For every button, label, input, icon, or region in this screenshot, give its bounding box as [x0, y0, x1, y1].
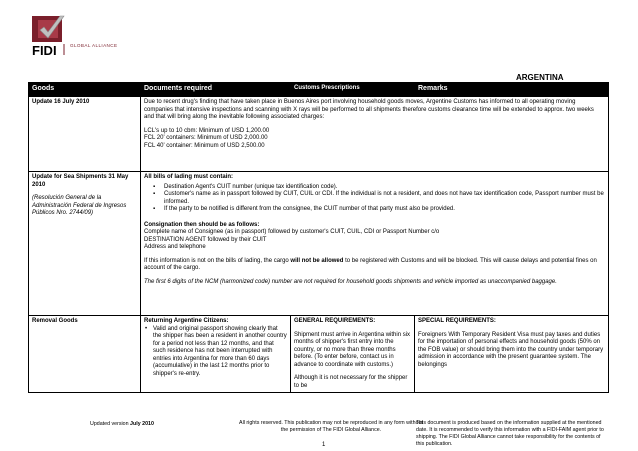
- row-content-sea-shipments: [141, 172, 609, 316]
- footer-rights: All rights reserved. This publication may not be reproduced in any form without the permission of The FIDI Global Alliance.: [239, 420, 423, 433]
- header-remarks: Remarks: [415, 83, 609, 97]
- row-content-update-july: [141, 97, 609, 172]
- list-item: • Valid and original passport showing clearly that the shipper has been a resident in another country for a period not less than 12 months, and that such residence has not been interrupted with entries into Argentina for more than 60 days (accumulative) in the last 12 months prior to shipper's re-entry.: [153, 326, 287, 379]
- special-requirements-text: Foreigners With Temporary Resident Visa must pay taxes and duties for the importation of personal effects and household goods (50% on the FOB value) or should bring them into the country under temporary admission in accordance with the present guarantee system. The belongings: [418, 331, 604, 368]
- charge-line: FCL 20' containers: Minimum of USD 2,000.00: [144, 135, 268, 141]
- footer-updated-date: July 2010: [130, 421, 154, 427]
- special-requirements-cell: [415, 316, 609, 393]
- sea-shipments-resolution: (Resolución General de la Administración Federal de Ingresos Públicos Nro. 2744/09): [32, 195, 127, 216]
- footer-disclaimer: This document is produced based on the information supplied at the mentioned date. It is recommended to verify this information with a FIDI-FAIM agent prior to shipping. The FIDI Global Alliance cannot take responsibility for the contents of this publication.: [416, 420, 604, 447]
- logo-tagline: GLOBAL ALLIANCE: [70, 43, 118, 48]
- consignation-line: Address and telephone: [144, 244, 206, 250]
- ncm-note: The first 6 digits of the NCM (harmonized code) number are not required for household goods shipments and vehicle imported as unaccompanied baggage.: [144, 278, 557, 285]
- row-label-update-july: Update 16 July 2010: [29, 97, 141, 172]
- general-requirements-text-2: Although it is not necessary for the shipper to be: [294, 375, 408, 389]
- returning-citizens-heading: Returning Argentine Citizens:: [144, 318, 229, 324]
- country-title: ARGENTINA: [516, 73, 564, 82]
- consignation-line: Complete name of Consignee (as in passport) followed by customer's CUIT, CUIL, CDI or Passport Number c/o: [144, 229, 440, 235]
- consignation-heading: Consignation then should be as follows:: [144, 221, 260, 228]
- list-item: ▪ If the party to be notified is different from the consignee, the CUIT number of that party must also be provided.: [164, 206, 605, 214]
- general-requirements-heading: GENERAL REQUIREMENTS:: [294, 318, 376, 324]
- fidi-logo: [30, 14, 180, 56]
- warning-post: to be registered with Customs and will be blocked. This will cause delays and potential fines on account of the cargo.: [144, 257, 597, 271]
- requirements-table: [28, 82, 609, 393]
- table-row: [29, 172, 609, 316]
- list-item: ▪ Customer's name as in passport followed by CUIT, CUIL or CDI. If the individual is not a resident, and does not have tax identification code, Passport number must be informed.: [164, 191, 605, 206]
- bl-heading: All bills of lading must contain:: [144, 174, 234, 180]
- footer-updated: [90, 421, 154, 428]
- warning-bold: will not be allowed: [290, 257, 344, 264]
- consignation-line: DESTINATION AGENT followed by their CUIT: [144, 236, 267, 243]
- row-label-sea-shipments: [29, 172, 141, 316]
- page-number: 1: [322, 442, 326, 448]
- footer-updated-prefix: Updated version: [90, 421, 131, 427]
- header-customs: Customs Prescriptions: [291, 83, 415, 97]
- charge-line: FCL 40' container: Minimum of USD 2,500.00: [144, 142, 265, 149]
- special-requirements-heading: SPECIAL REQUIREMENTS:: [418, 318, 496, 324]
- charge-line: LCL's up to 10 cbm: Minimum of USD 1,200.00: [144, 127, 270, 134]
- logo-text: FIDI: [32, 43, 57, 56]
- bl-requirements-list: [144, 184, 605, 214]
- returning-citizens-cell: [141, 316, 291, 393]
- table-row: [29, 97, 609, 172]
- update-july-text: Due to recent drug's finding that have taken place in Buenos Aires port involving household goods moves, Argentine Customs has informed to all operating moving companies that intensive inspections and scanning with X rays will be performed to all shipments therefore customs clearance time will be extended to approx. two weeks and that will bring along the inevitable following associated charges:: [144, 99, 594, 120]
- header-documents: Documents required: [141, 83, 291, 97]
- general-requirements-cell: [291, 316, 415, 393]
- list-item: ▪ Destination Agent's CUIT number (unique tax identification code).: [164, 184, 605, 192]
- warning-text: [144, 258, 605, 273]
- warning-pre: If this information is not on the bills of lading, the cargo: [144, 257, 291, 264]
- general-requirements-text: Shipment must arrive in Argentina within six months of shipper's first entry into the country, or no more than three months before. (To enter before, contact us in advance to coordinate with customs.): [294, 331, 411, 368]
- header-goods: Goods: [29, 83, 141, 97]
- row-label-removal-goods: Removal Goods: [29, 316, 141, 393]
- sea-shipments-label: Update for Sea Shipments 31 May 2010: [32, 174, 129, 188]
- table-header-row: [29, 83, 609, 97]
- returning-citizens-list: [144, 326, 287, 379]
- table-row: [29, 316, 609, 393]
